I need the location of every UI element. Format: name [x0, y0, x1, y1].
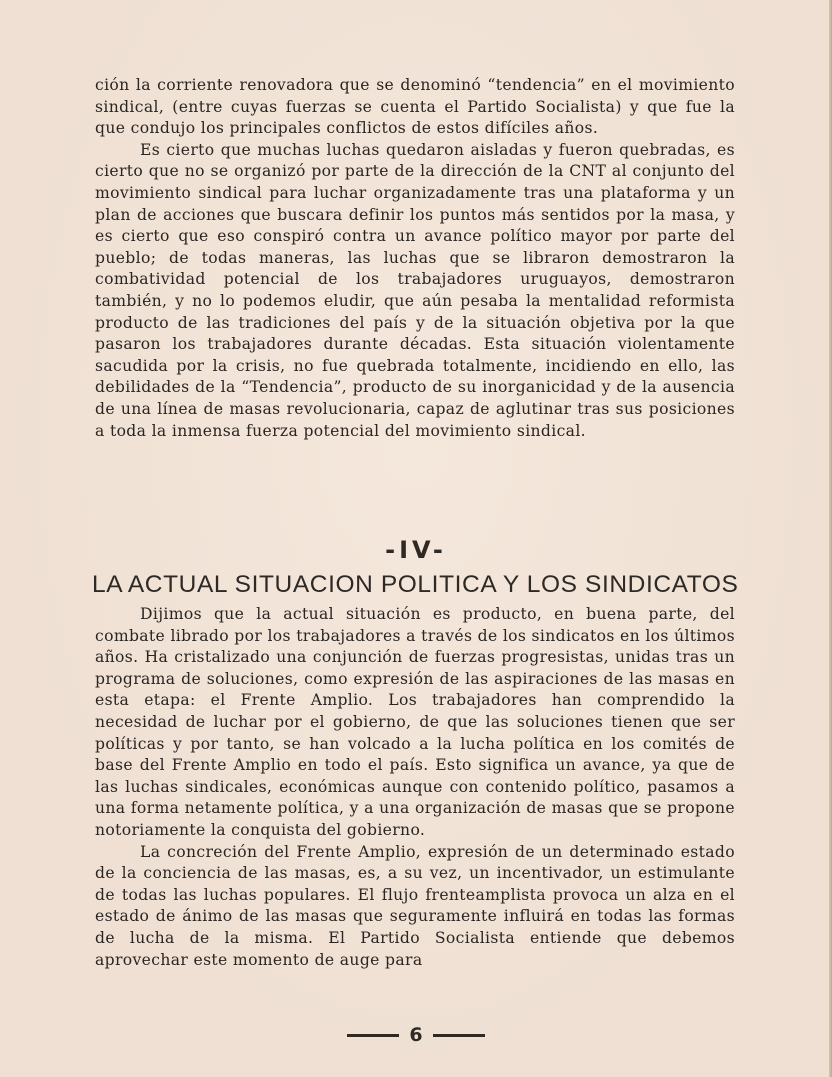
page-footer: [0, 1021, 832, 1049]
footer-rule-left: [347, 1034, 399, 1037]
paragraph: La concreción del Frente Amplio, expresión de un determinado estado de la conciencia de las masas, es, a su vez, un incentivador, un estimulante de todas las luchas populares. El flujo frenteamplista provoca un alza en el estado de ánimo de las masas que seguramente influirá en todas las formas de lucha de la misma. El Partido Socialista entiende que debemos aprovechar este momento de auge para: [95, 842, 735, 969]
page-number: 6: [409, 1024, 423, 1046]
footer-rule-right: [433, 1034, 485, 1037]
paragraph: Dijimos que la actual situación es producto, en buena parte, del combate librado por los trabajadores a través de los sindicatos en los últimos años. Ha cristalizado una conjunción de fuerzas progresistas, unidas tras un programa de soluciones, como expresión de las aspiraciones de las masas en esta etapa: el Frente Amplio. Los trabajadores han comprendido la necesidad de luchar por el gobierno, de que las soluciones tienen que ser políticas y por tanto, se han volcado a la lucha política en los comités de base del Frente Amplio en todo el país. Esto significa un avance, ya que de las luchas sindicales, económicas aunque con contenido político, pasamos a una forma netamente política, y a una organización de masas que se propone notoriamente la conquista del gobierno.: [95, 605, 735, 839]
text-block-top: [95, 75, 735, 442]
paragraph-continuation: ción la corriente renovadora que se denominó “tendencia” en el movimiento sindical, (entre cuyas fuerzas se cuenta el Partido Socialista) y que fue la que condujo los principales conflictos de estos difíciles años.: [95, 76, 735, 138]
section-number: -IV-: [385, 536, 447, 564]
section-heading: LA ACTUAL SITUACION POLITICA Y LOS SINDICATOS: [92, 571, 739, 598]
text-block-bottom: [95, 604, 735, 971]
paragraph: Es cierto que muchas luchas quedaron aisladas y fueron quebradas, es cierto que no se organizó por parte de la dirección de la CNT al conjunto del movimiento sindical para luchar organizadamente tras una plataforma y un plan de acciones que buscara definir los puntos más sentidos por la masa, y es cierto que eso conspiró contra un avance político mayor por parte del pueblo; de todas maneras, las luchas que se libraron demostraron la combatividad potencial de los trabajadores uruguayos, demostraron también, y no lo podemos eludir, que aún pesaba la mentalidad reformista producto de las tradiciones del país y de la situación objetiva por la que pasaron los trabajadores durante décadas. Esta situación violentamente sacudida por la crisis, no fue quebrada totalmente, incidiendo en ello, las debilidades de la “Tendencia”, producto de su inorganicidad y de la ausencia de una línea de masas revolucionaria, capaz de aglutinar tras sus posiciones a toda la inmensa fuerza potencial del movimiento sindical.: [95, 140, 735, 440]
